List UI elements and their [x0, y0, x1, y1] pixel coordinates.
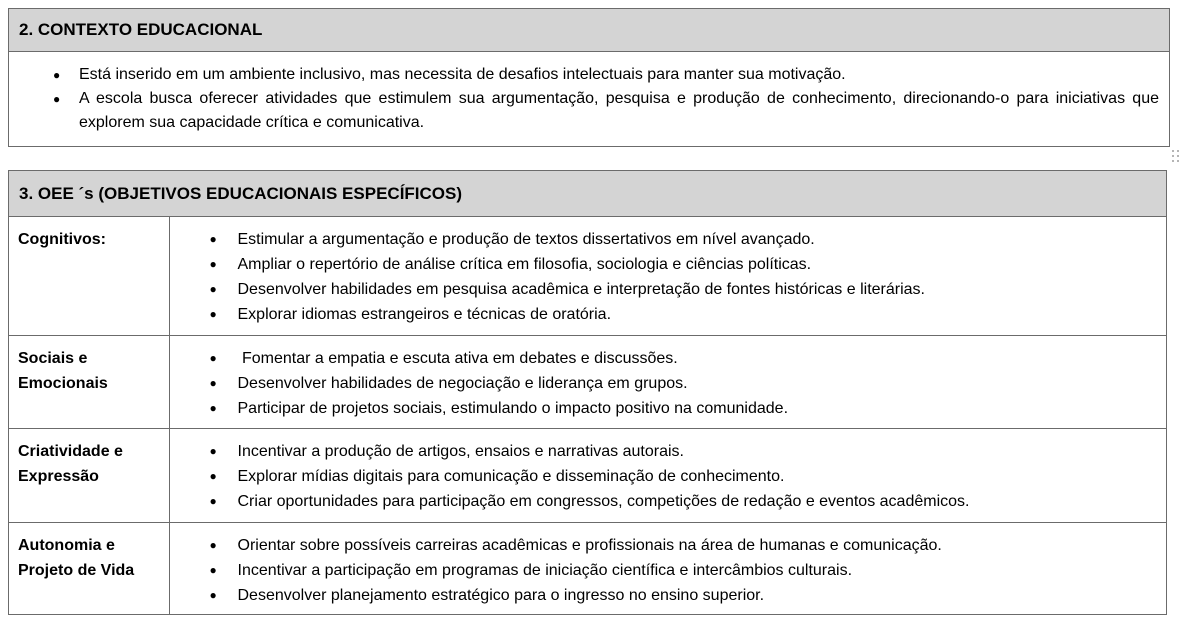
list-item: ● Explorar idiomas estrangeiros e técnicas de oratória.: [170, 302, 1167, 327]
list-item: ● Incentivar a participação em programas de iniciação científica e intercâmbios culturais.: [170, 558, 1167, 583]
row-label-autonomia-projeto-vida: Autonomia e Projeto de Vida: [9, 522, 169, 614]
row-list: [170, 227, 1167, 327]
row-items-cell: [169, 428, 1166, 522]
table-row: [9, 428, 1166, 522]
list-item: ● Desenvolver habilidades de negociação e liderança em grupos.: [170, 371, 1167, 396]
list-item: ● Desenvolver planejamento estratégico para o ingresso no ensino superior.: [170, 583, 1167, 608]
list-item: ● Está inserido em um ambiente inclusivo, mas necessita de desafios intelectuais para manter sua motivação.: [19, 63, 1159, 87]
row-label-sociais-emocionais: Sociais e Emocionais: [9, 335, 169, 428]
list-item: ● Orientar sobre possíveis carreiras acadêmicas e profissionais na área de humanas e comunicação.: [170, 533, 1167, 558]
table-move-handle-icon[interactable]: [1172, 150, 1180, 168]
contexto-educacional-section: [8, 8, 1170, 147]
list-item: ● Ampliar o repertório de análise crítica em filosofia, sociologia e ciências políticas.: [170, 252, 1167, 277]
list-item: ● Criar oportunidades para participação em congressos, competições de redação e eventos acadêmicos.: [170, 489, 1167, 514]
row-items-cell: [169, 217, 1166, 335]
oee-table: [9, 217, 1166, 614]
table-row: [9, 522, 1166, 614]
section-2-list: [19, 63, 1159, 135]
row-label-cognitivos: Cognitivos:: [9, 217, 169, 335]
row-label-criatividade-expressao: Criatividade e Expressão: [9, 428, 169, 522]
list-item: ● Fomentar a empatia e escuta ativa em debates e discussões.: [170, 346, 1167, 371]
table-row: [9, 217, 1166, 335]
list-item: ● Participar de projetos sociais, estimulando o impacto positivo na comunidade.: [170, 396, 1167, 421]
list-item: ● Explorar mídias digitais para comunicação e disseminação de conhecimento.: [170, 464, 1167, 489]
table-row: [9, 335, 1166, 428]
section-2-body: [9, 52, 1169, 135]
section-3-title: 3. OEE ´s (OBJETIVOS EDUCACIONAIS ESPECÍFICOS): [9, 171, 1166, 217]
row-items-cell: [169, 335, 1166, 428]
row-list: [170, 346, 1167, 421]
list-item: ● Incentivar a produção de artigos, ensaios e narrativas autorais.: [170, 439, 1167, 464]
row-items-cell: [169, 522, 1166, 614]
list-item: ● Estimular a argumentação e produção de textos dissertativos em nível avançado.: [170, 227, 1167, 252]
row-list: [170, 439, 1167, 514]
list-item: ● Desenvolver habilidades em pesquisa acadêmica e interpretação de fontes históricas e literárias.: [170, 277, 1167, 302]
section-2-title: 2. CONTEXTO EDUCACIONAL: [9, 9, 1169, 52]
row-list: [170, 533, 1167, 608]
oee-section: [8, 170, 1167, 615]
list-item: ● A escola busca oferecer atividades que estimulem sua argumentação, pesquisa e produção de conhecimento, direcionando-o para iniciativas que explorem sua capacidade crítica e comunicativa.: [19, 87, 1159, 135]
